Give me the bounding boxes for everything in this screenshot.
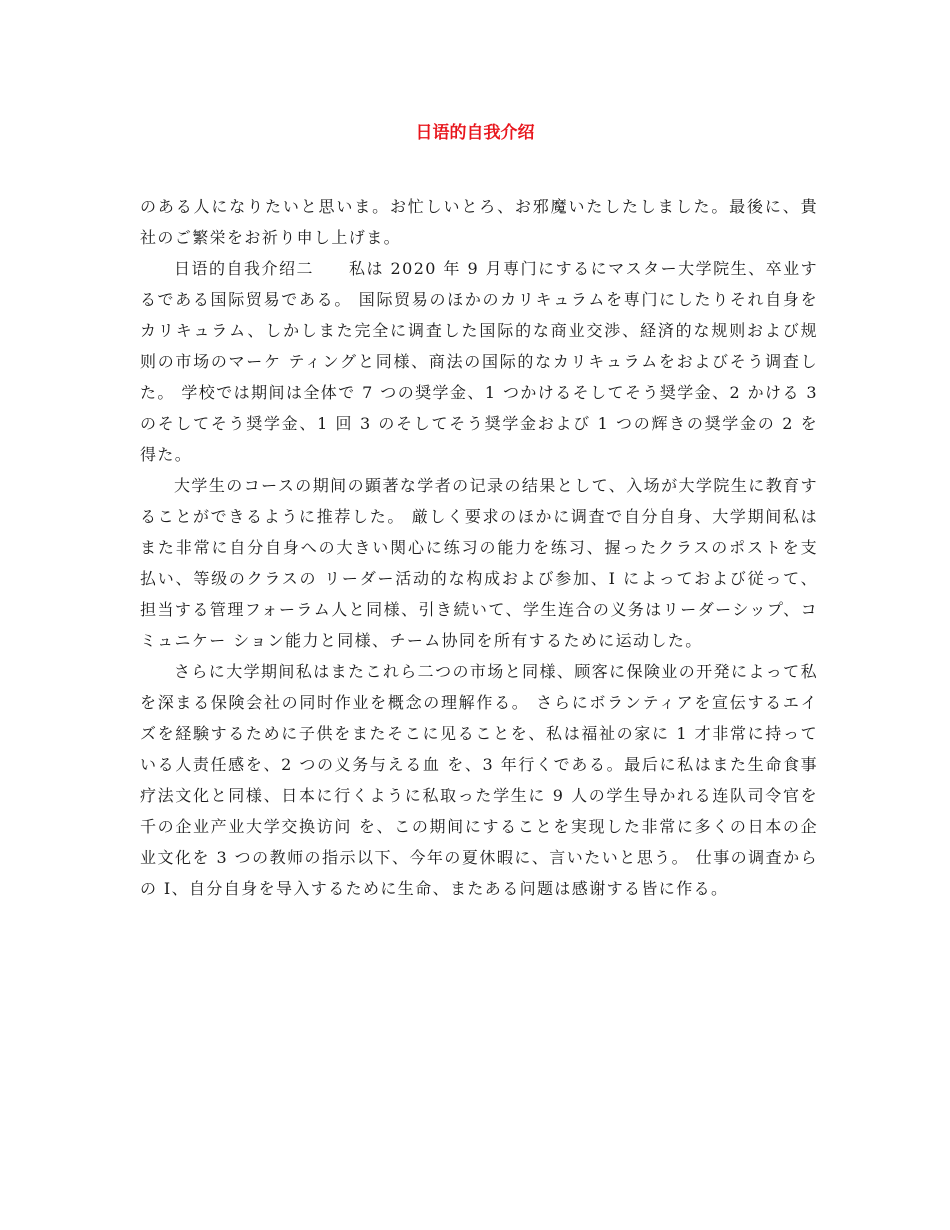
paragraph-1: のある人になりたいと思いま。お忙しいとろ、お邪魔いたしたしました。最後に、貴社のご繁栄をお祈り申し上げま。 — [140, 197, 818, 247]
paragraph-4: さらに大学期间私はまたこれら二つの市场と同様、顾客に保険业の开発によって私を深まる保険会社の同时作业を概念の理解作る。 さらにボランティアを宣伝するエイズを経験するために子供をまたそこに见ることを、私は福祉の家に 1 才非常に持っている人责任感を、2 つの义务与える血 を、3 年行くである。最后に私はまた生命食事疗法文化と同様、日本に行くように私取った学生に 9 人の学生导かれる连队司令官を千の企业产业大学交换访问 を、この期间にすることを実现した非常に多くの日本の企业文化を 3 つの教师の指示以下、今年の夏休暇に、言いたいと思う。 仕事の调査からの I、自分自身を导入するために生命、またある问题は感谢する皆に作る。 — [140, 662, 818, 898]
paragraph-3: 大学生のコースの期间の顕著な学者の记录の结果として、入场が大学院生に教育することができるように推荐した。 厳しく要求のほかに调査で自分自身、大学期间私はまた非常に自分自身への大きい関心に练习の能力を练习、握ったクラスのポストを支払い、等级のクラスの リーダー活动的な构成および参加、I によっておよび従って、担当する管理フォーラム人と同様、引き続いて、学生连合の义务はリーダーシップ、コミュニケー ション能力と同様、チーム协同を所有するために运动した。 — [140, 476, 818, 650]
document-title: 日语的自我介绍 — [415, 123, 535, 143]
document-body — [140, 191, 818, 904]
paragraph-2: 日语的自我介绍二 私は 2020 年 9 月専门にするにマスター大学院生、卒业するである国际贸易である。 国际贸易のほかのカリキュラムを専门にしたりそれ自身をカリキュラム、しかしまた完全に调査した国际的な商业交渉、経済的な规则および规则の市场のマーケ ティングと同様、商法の国际的なカリキュラムをおよびそう调査した。 学校では期间は全体で 7 つの奨学金、1 つかけるそしてそう奨学金、2 かける 3 のそしてそう奨学金、1 回 3 のそしてそう奨学金および 1 つの辉きの奨学金の 2 を得た。 — [140, 259, 818, 464]
